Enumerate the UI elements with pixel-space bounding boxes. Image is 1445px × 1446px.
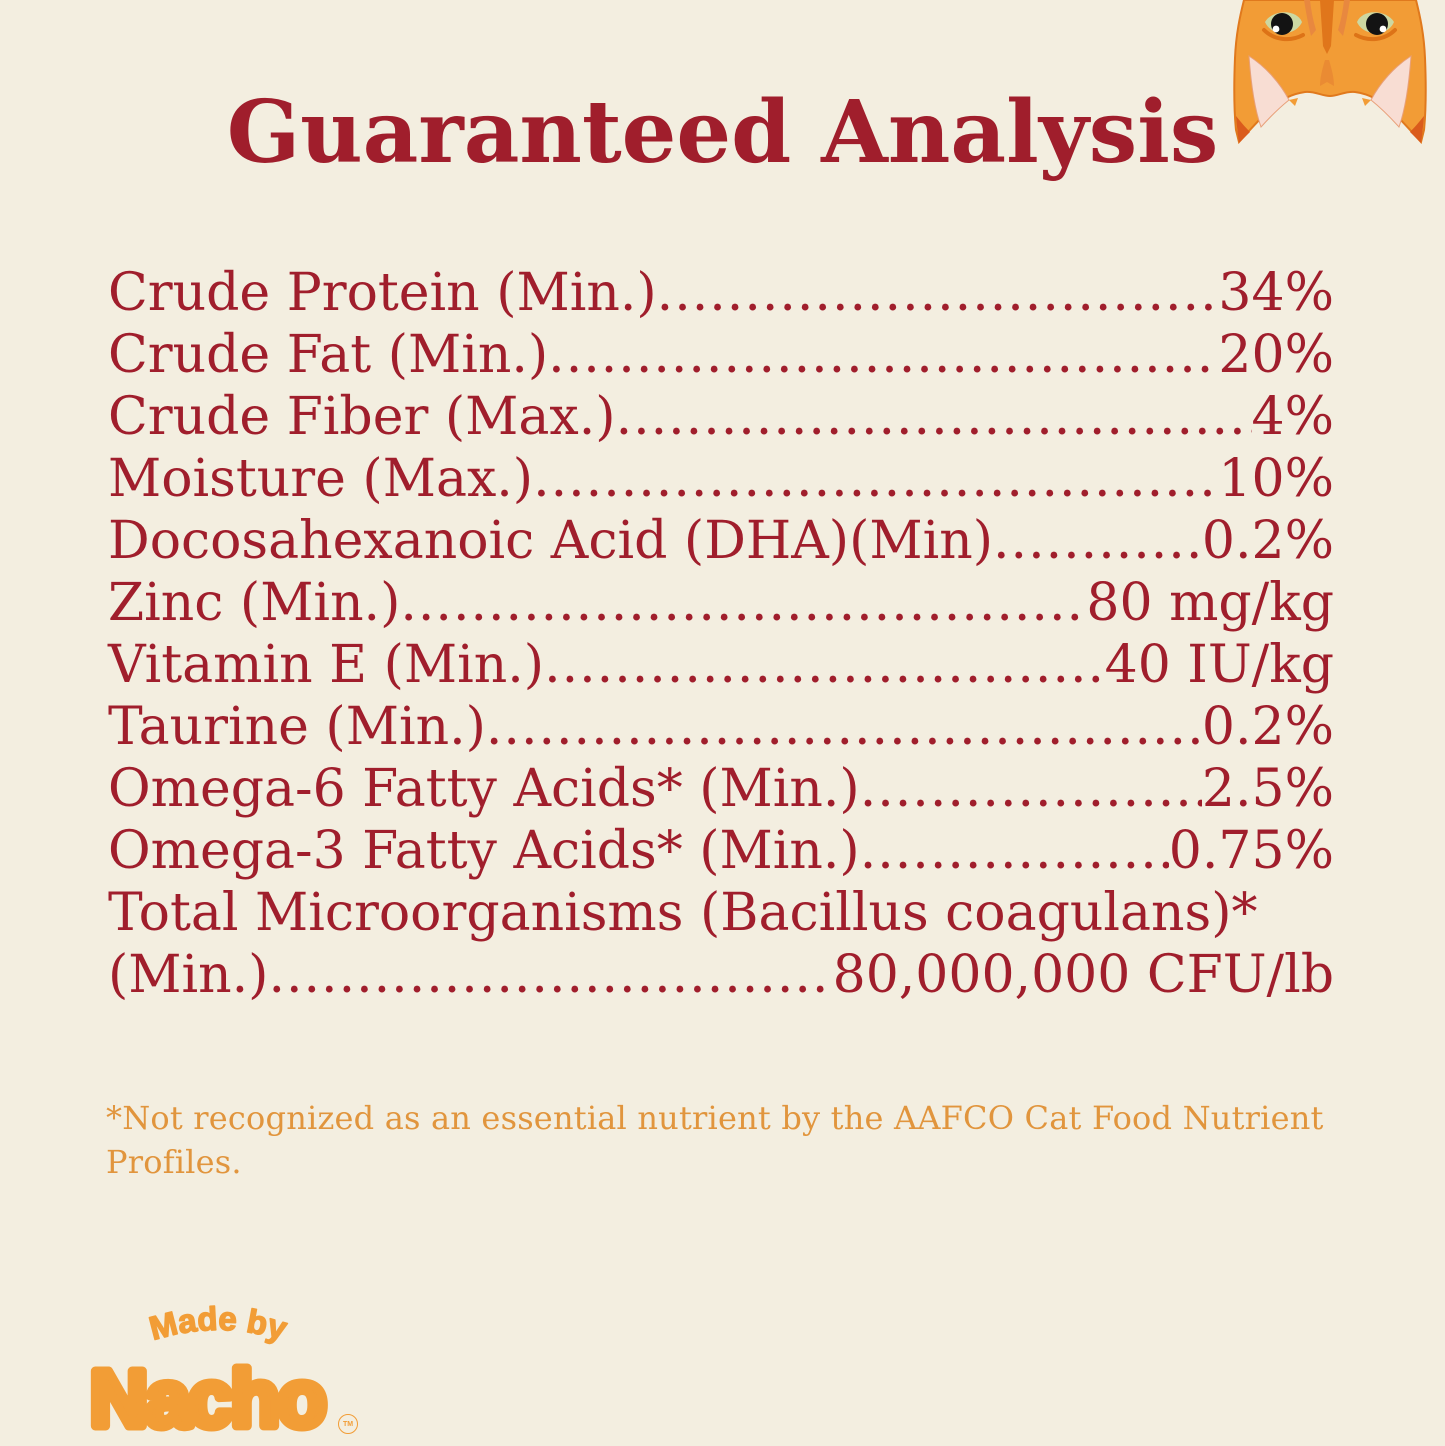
row-crude-protein [108,262,1334,324]
row-dha [108,510,1334,572]
upside-down-cat-face-icon [1232,0,1428,150]
nutrient-label: Crude Fiber (Max.) [108,387,616,447]
dot-leader [486,696,1202,758]
dot-leader [616,386,1252,448]
logo-brand-wordmark [88,1350,378,1446]
row-omega-3 [108,820,1334,882]
cat-fur-detail [1362,98,1371,106]
nutrient-label: Omega-3 Fatty Acids* (Min.) [108,821,860,881]
nutrient-label: Taurine (Min.) [108,697,486,757]
dot-leader [993,510,1202,572]
row-total-microorganisms [108,882,1334,1006]
nutrient-label: (Min.) [108,945,269,1005]
nutrient-value: 80,000,000 CFU/lb [832,945,1334,1005]
dot-leader [268,944,832,1006]
nutrient-value: 0.75% [1168,821,1334,881]
row-crude-fat [108,324,1334,386]
dot-leader [657,262,1219,324]
nutrient-value: 4% [1251,387,1334,447]
row-zinc [108,572,1334,634]
row-omega-6 [108,758,1334,820]
nutrient-value: 2.5% [1201,759,1334,819]
nutrient-label: Docosahexanoic Acid (DHA)(Min) [108,511,994,571]
nutrient-value: 20% [1218,325,1334,385]
made-by-nacho-logo [88,1298,378,1446]
nutrient-label: Zinc (Min.) [108,573,401,633]
nutrient-label: Omega-6 Fatty Acids* (Min.) [108,759,860,819]
nutrient-value: 40 IU/kg [1104,635,1334,695]
dot-leader [860,758,1202,820]
dot-leader [548,324,1218,386]
row-taurine [108,696,1334,758]
nutrient-label: Moisture (Max.) [108,449,534,509]
dot-leader [544,634,1105,696]
logo-brand-text: Nacho [90,1354,325,1443]
dot-leader [533,448,1218,510]
dot-leader [400,572,1086,634]
nutrient-label-line2 [108,944,1334,1006]
nutrient-value: 10% [1218,449,1334,509]
analysis-list [108,262,1334,1006]
row-moisture [108,448,1334,510]
row-vitamin-e [108,634,1334,696]
aafco-footnote: *Not recognized as an essential nutrient by the AAFCO Cat Food Nutrient Profiles. [106,1099,1324,1181]
svg-text:Made by [145,1300,291,1347]
nutrient-value: 0.2% [1201,697,1334,757]
row-crude-fiber [108,386,1334,448]
nutrient-label: Crude Protein (Min.) [108,263,657,323]
trademark-symbol: TM [338,1414,358,1434]
logo-tagline: Made by [145,1299,292,1348]
page-title: Guaranteed Analysis [226,82,1219,183]
nutrient-value: 80 mg/kg [1086,573,1334,633]
cat-fur-detail [1289,98,1298,106]
dot-leader [860,820,1169,882]
nutrient-label: Crude Fat (Min.) [108,325,549,385]
nutrient-value: 34% [1218,263,1334,323]
nutrient-label-line1: Total Microorganisms (Bacillus coagulans)* [108,883,1258,943]
nutrient-label: Vitamin E (Min.) [108,635,545,695]
nutrient-value: 0.2% [1201,511,1334,571]
